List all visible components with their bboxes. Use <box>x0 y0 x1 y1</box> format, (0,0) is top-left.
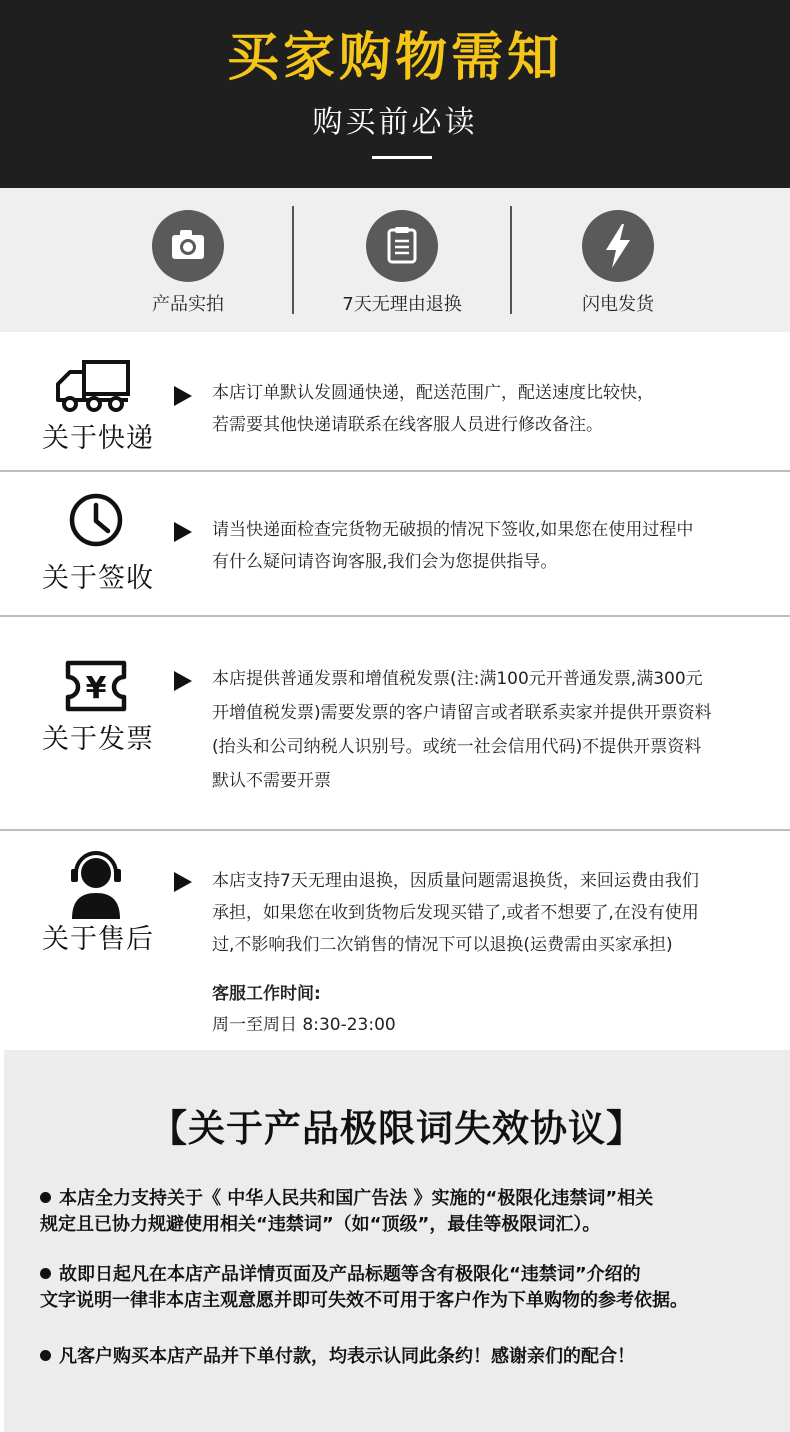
agreement-title: 【关于产品极限词失效协议】 <box>150 1107 644 1150</box>
section-signing <box>0 472 790 615</box>
section-text: 本店订单默认发圆通快递，配送范围广，配送速度比较快， 若需要其他快递请联系在线客服人员进行修改备注。 <box>212 383 654 435</box>
play-arrow-icon <box>174 671 192 691</box>
clock-icon <box>50 490 142 554</box>
page-title: 买家购物需知 <box>226 28 563 88</box>
yen-ticket-icon <box>50 657 142 721</box>
feature-label: 产品实拍 <box>152 294 224 315</box>
feature-real-photo <box>108 210 268 320</box>
page-subtitle: 购买前必读 <box>312 105 478 140</box>
svg-text:¥: ¥ <box>85 671 107 706</box>
feature-divider <box>510 206 512 314</box>
bullet-icon <box>40 1350 51 1361</box>
section-title: 关于发票 <box>42 724 154 755</box>
feature-strip <box>0 188 790 332</box>
section-title: 关于售后 <box>42 924 154 955</box>
feature-fast-shipping <box>538 210 698 320</box>
section-text: 请当快递面检查完货物无破损的情况下签收,如果您在使用过程中 有什么疑问请咨询客服,我们会为您提供指导。 <box>212 520 694 572</box>
document-icon <box>366 210 438 282</box>
feature-divider <box>292 206 294 314</box>
bullet-icon <box>40 1192 51 1203</box>
play-arrow-icon <box>174 386 192 406</box>
section-invoice <box>0 617 790 829</box>
section-title: 关于签收 <box>42 563 154 594</box>
lightning-icon <box>582 210 654 282</box>
headset-agent-icon <box>50 847 142 921</box>
service-hours-value: 周一至周日 8:30-23:00 <box>212 1015 396 1035</box>
agreement-item: 故即日起凡在本店产品详情页面及产品标题等含有极限化“违禁词”介绍的 文字说明一律非本店主观意愿并即可失效不可用于客户作为下单购物的参考依据。 <box>40 1264 688 1311</box>
feature-return <box>322 210 482 320</box>
section-text: 本店提供普通发票和增值税发票(注:满100元开普通发票,满300元 开增值税发票)需要发票的客户请留言或者联系卖家并提供开票资料 (抬头和公司纳税人识别号。或统一社会信用代码)不提供开票资料 默认不需要开票 <box>212 669 712 791</box>
title-underline <box>372 156 432 159</box>
truck-icon <box>50 356 142 420</box>
agreement-item: 本店全力支持关于《 中华人民共和国广告法 》实施的“极限化违禁词”相关 规定且已协力规避使用相关“违禁词”（如“顶级”，最佳等极限词汇）。 <box>40 1188 654 1235</box>
section-express <box>0 332 790 472</box>
feature-label: 7天无理由退换 <box>342 294 462 315</box>
section-aftersale <box>0 831 790 1050</box>
header-banner <box>0 0 790 188</box>
bullet-icon <box>40 1268 51 1279</box>
feature-label: 闪电发货 <box>582 294 654 315</box>
play-arrow-icon <box>174 522 192 542</box>
play-arrow-icon <box>174 872 192 892</box>
section-text: 本店支持7天无理由退换，因质量问题需退换货，来回运费由我们 承担，如果您在收到货物后发现买错了,或者不想要了,在没有使用 过,不影响我们二次销售的情况下可以退换(运费需由买家承担) <box>212 871 699 955</box>
service-hours-title: 客服工作时间: <box>212 984 321 1004</box>
camera-icon <box>152 210 224 282</box>
agreement-panel <box>4 1050 790 1432</box>
agreement-item: 凡客户购买本店产品并下单付款，均表示认同此条约！感谢亲们的配合！ <box>40 1344 780 1370</box>
section-title: 关于快递 <box>42 423 154 454</box>
